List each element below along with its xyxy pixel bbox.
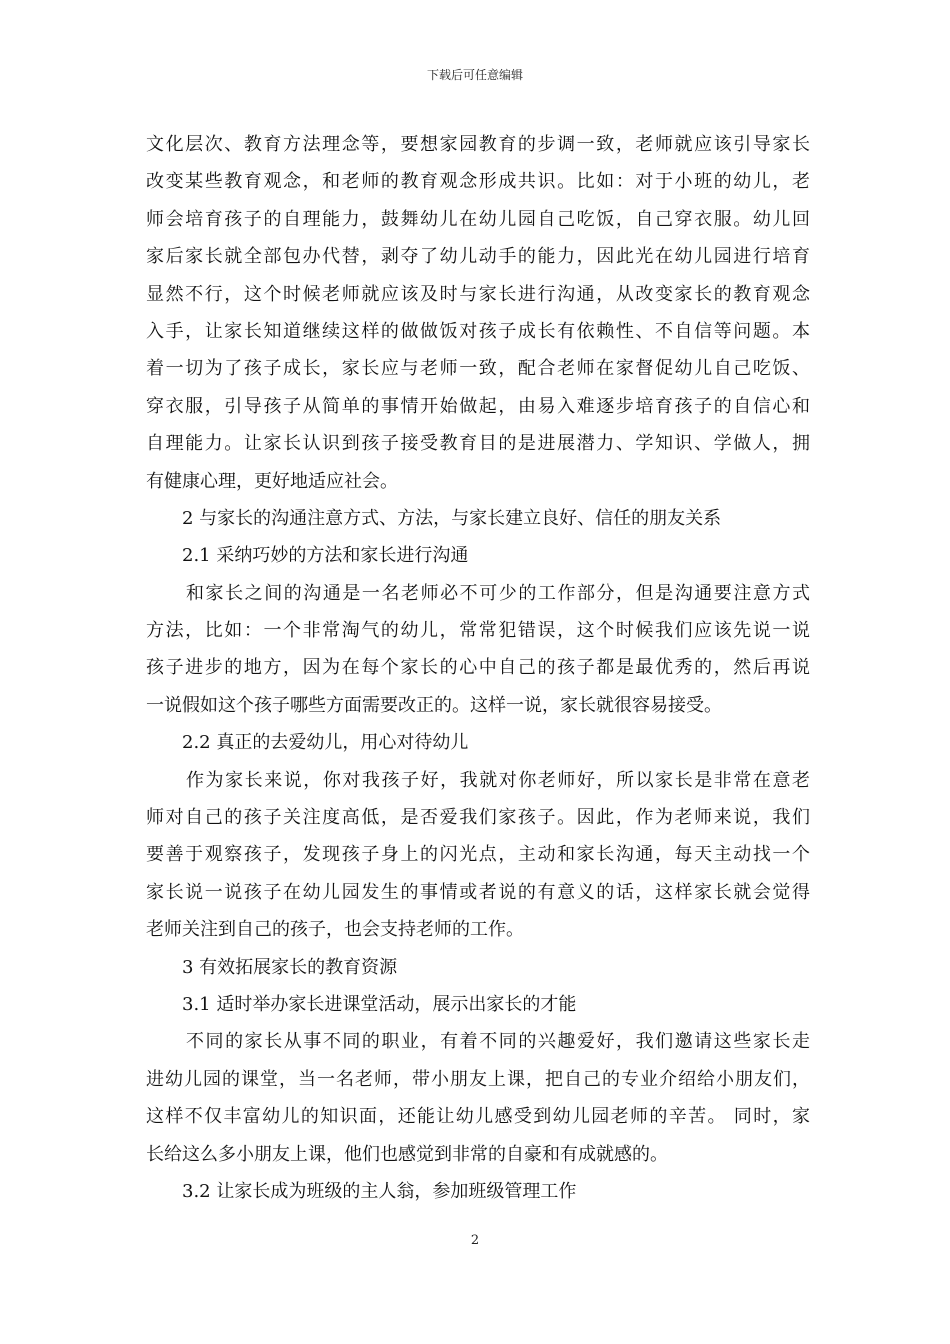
paragraph-line: 师对自己的孩子关注度高低，是否爱我们家孩子。因此，作为老师来说，我们: [146, 807, 810, 829]
paragraph-line: 孩子进步的地方，因为在每个家长的心中自己的孩子都是最优秀的，然后再说: [146, 657, 810, 679]
paragraph-line: 穿衣服，引导孩子从简单的事情开始做起，由易入难逐步培育孩子的自信心和: [146, 395, 810, 417]
paragraph-line: 显然不行，这个时候老师就应该及时与家长进行沟通，从改变家长的教育观念: [146, 283, 810, 305]
paragraph-line: 着一切为了孩子成长，家长应与老师一致，配合老师在家督促幼儿自己吃饭、: [146, 358, 810, 380]
paragraph-line: 一说假如这个孩子哪些方面需要改正的。这样一说，家长就很容易接受。: [146, 694, 722, 716]
subsection-heading-2-1: 2.1 采纳巧妙的方法和家长进行沟通: [182, 545, 469, 567]
paragraph-line: 不同的家长从事不同的职业，有着不同的兴趣爱好，我们邀请这些家长走: [186, 1031, 810, 1053]
page-number: 2: [470, 1233, 480, 1248]
subsection-heading-2-2: 2.2 真正的去爱幼儿，用心对待幼儿: [182, 732, 469, 754]
section-heading-3: 3 有效拓展家长的教育资源: [182, 956, 398, 978]
paragraph-line: 这样不仅丰富幼儿的知识面，还能让幼儿感受到幼儿园老师的辛苦。 同时，家: [146, 1106, 810, 1128]
paragraph-line: 师会培育孩子的自理能力，鼓舞幼儿在幼儿园自己吃饭，自己穿衣服。幼儿回: [146, 208, 810, 230]
section-heading-2: 2 与家长的沟通注意方式、方法，与家长建立良好、信任的朋友关系: [182, 507, 722, 529]
subsection-heading-3-2: 3.2 让家长成为班级的主人翁，参加班级管理工作: [182, 1180, 577, 1202]
paragraph-line: 有健康心理，更好地适应社会。: [146, 470, 398, 492]
paragraph-line: 方法，比如：一个非常淘气的幼儿，常常犯错误，这个时候我们应该先说一说: [146, 620, 810, 642]
paragraph-line: 长给这么多小朋友上课，他们也感觉到非常的自豪和有成就感的。: [146, 1143, 668, 1165]
paragraph-line: 要善于观察孩子，发现孩子身上的闪光点，主动和家长沟通，每天主动找一个: [146, 844, 810, 866]
paragraph-line: 家长说一说孩子在幼儿园发生的事情或者说的有意义的话，这样家长就会觉得: [146, 881, 810, 903]
paragraph-line: 自理能力。让家长认识到孩子接受教育目的是进展潜力、学知识、学做人，拥: [146, 433, 810, 455]
paragraph-line: 进幼儿园的课堂，当一名老师，带小朋友上课，把自己的专业介绍给小朋友们，: [146, 1068, 810, 1090]
paragraph-line: 文化层次、教育方法理念等，要想家园教育的步调一致，老师就应该引导家长: [146, 134, 810, 155]
paragraph-line: 老师关注到自己的孩子，也会支持老师的工作。: [146, 919, 524, 941]
page-header: 下载后可任意编辑: [426, 68, 523, 82]
paragraph-line: 和家长之间的沟通是一名老师必不可少的工作部分，但是沟通要注意方式: [186, 582, 810, 604]
paragraph-line: 改变某些教育观念，和老师的教育观念形成共识。比如：对于小班的幼儿，老: [146, 171, 810, 193]
subsection-heading-3-1: 3.1 适时举办家长进课堂活动，展示出家长的才能: [182, 993, 577, 1015]
paragraph-line: 家后家长就全部包办代替，剥夺了幼儿动手的能力，因此光在幼儿园进行培育: [146, 246, 810, 268]
paragraph-line: 入手，让家长知道继续这样的做做饭对孩子成长有依赖性、不自信等问题。本: [146, 320, 810, 342]
paragraph-line: 作为家长来说，你对我孩子好，我就对你老师好，所以家长是非常在意老: [186, 769, 810, 791]
document-body: [146, 126, 810, 1210]
